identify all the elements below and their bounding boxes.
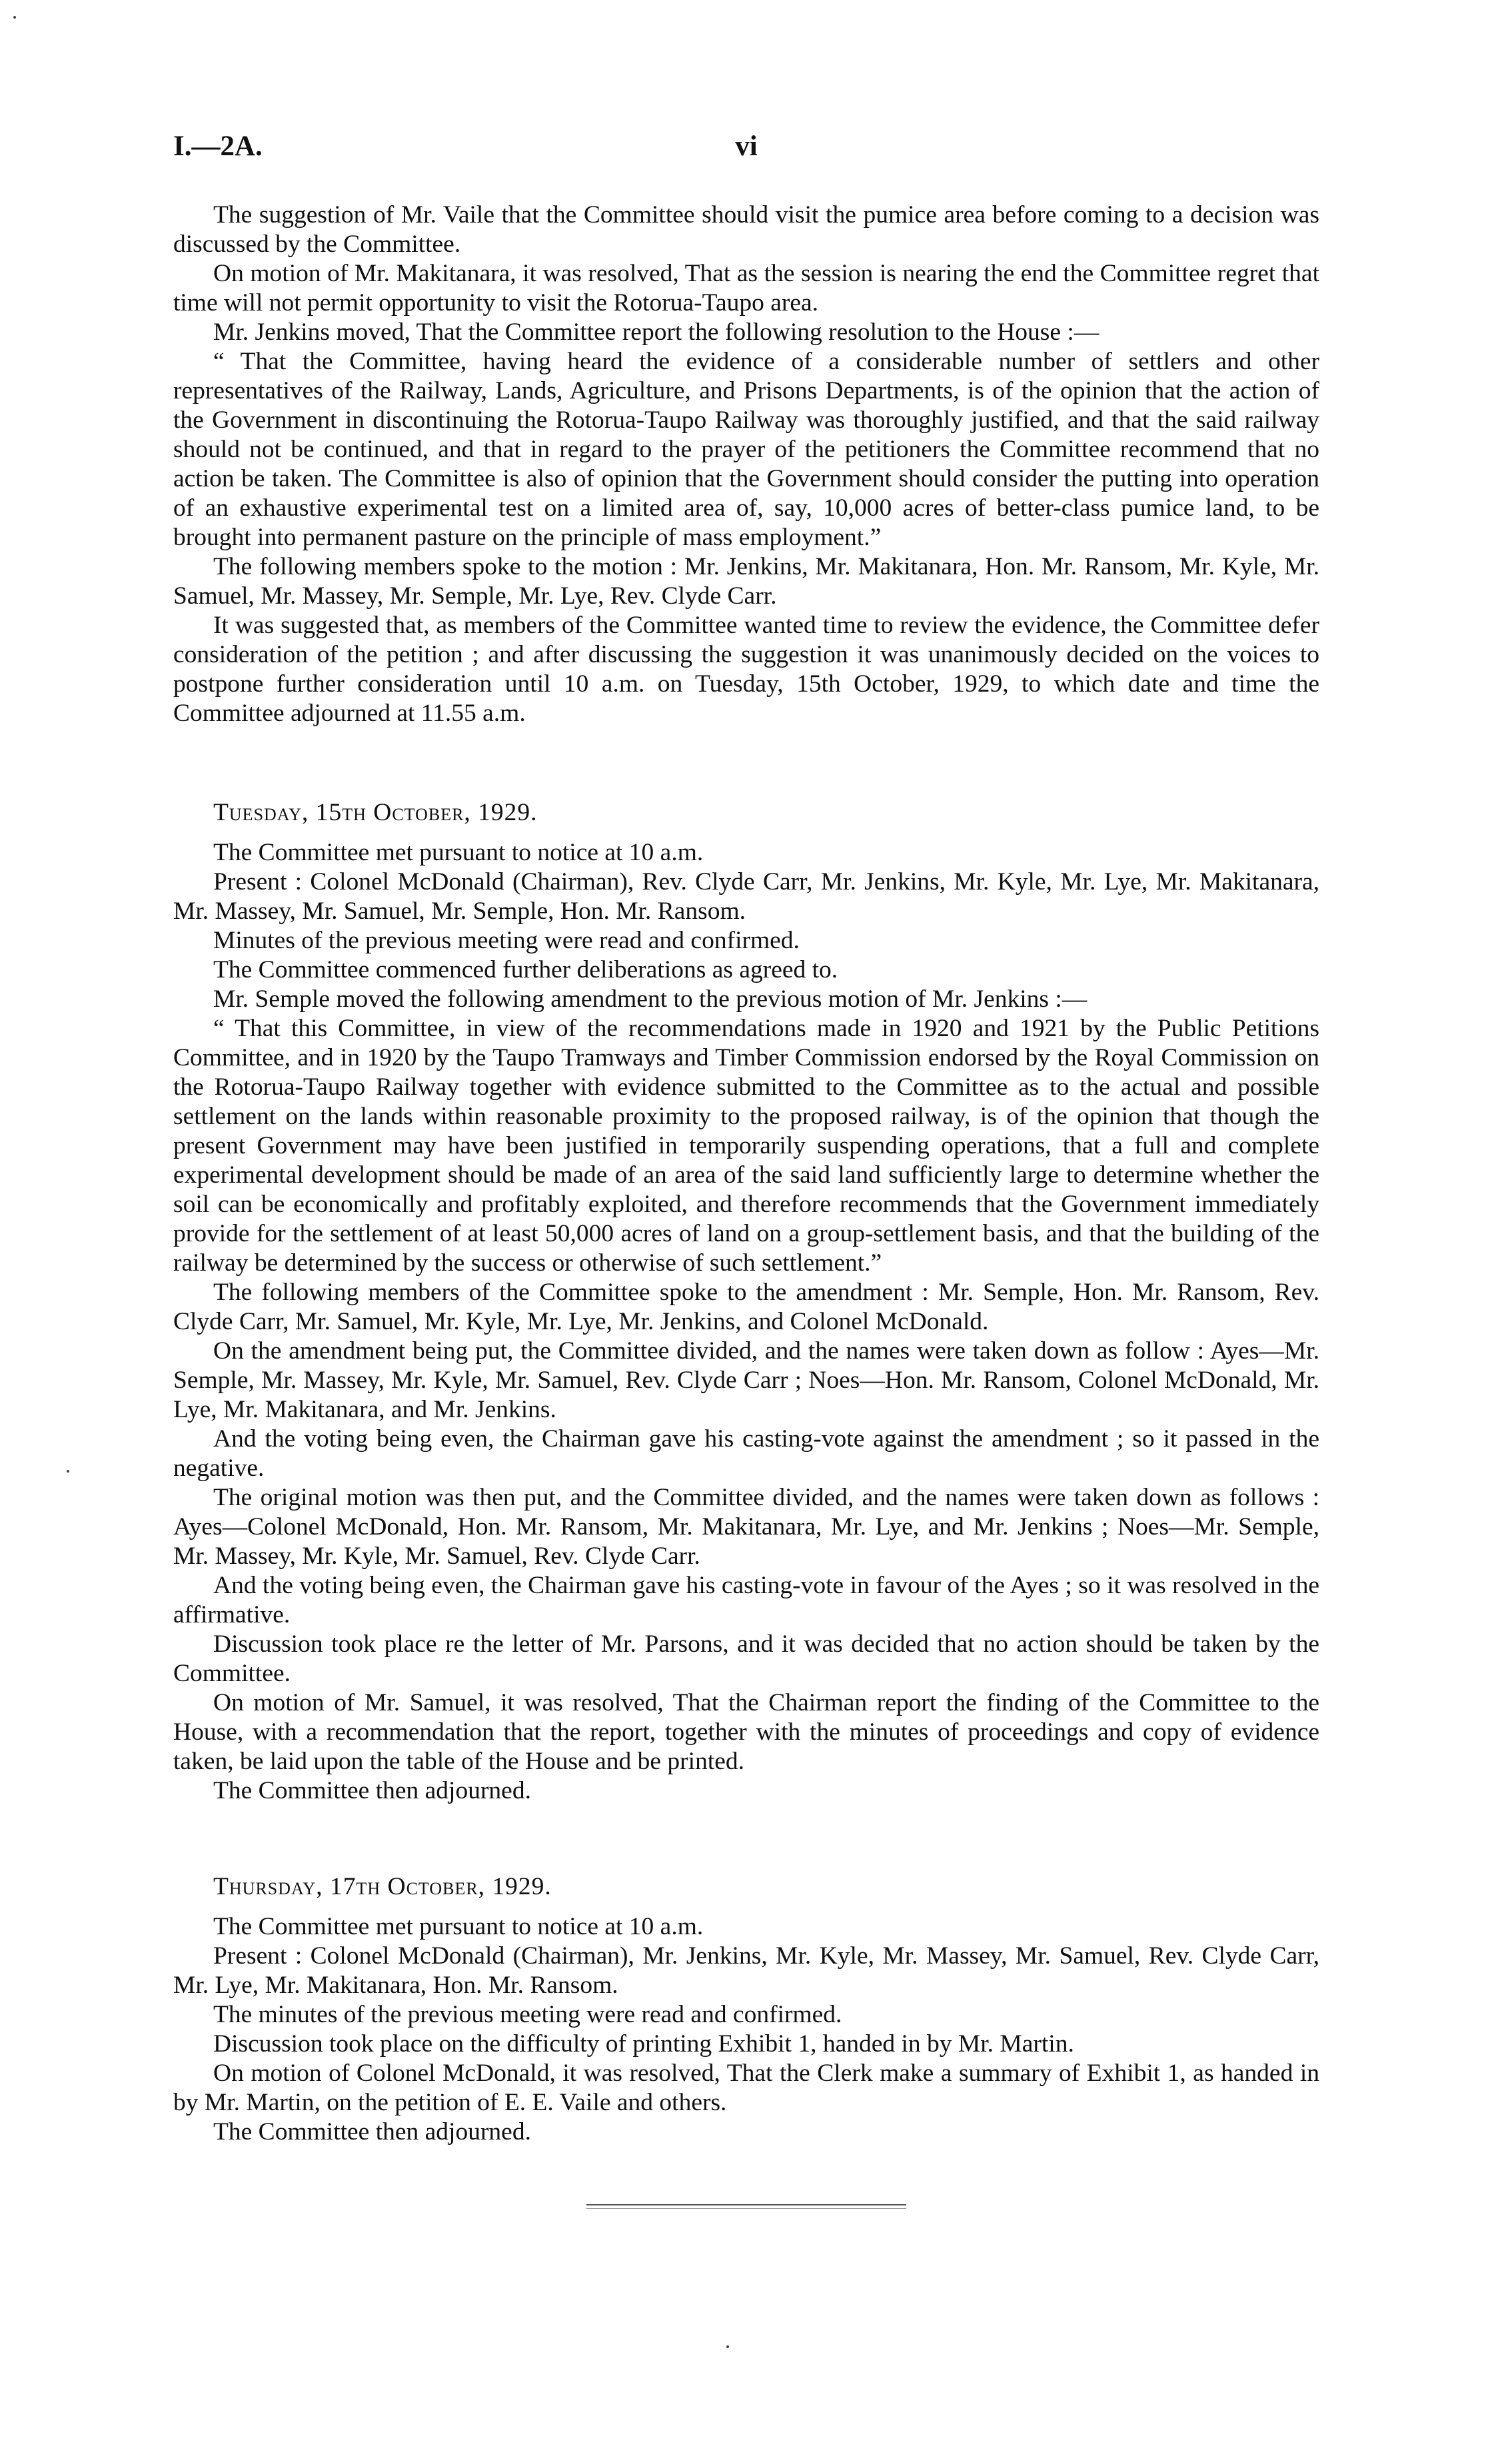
paragraph: On the amendment being put, the Committee divided, and the names were taken down as follow : Ayes—Mr. Semple, Mr. Massey, Mr. Kyle, Mr. Samuel, Rev. Clyde Carr ; Noes—Hon. Mr. Ransom, Colonel McDonald, Mr. Lye, Mr. Makitanara, and Mr. Jenkins. <box>173 1337 1319 1423</box>
paragraph: On motion of Mr. Makitanara, it was resolved, That as the session is nearing the end the Committee regret that time will not permit opportunity to visit the Rotorua-Taupo area. <box>173 260 1319 316</box>
paragraph: The minutes of the previous meeting were read and confirmed. <box>213 2001 842 2028</box>
meeting-thursday <box>173 1872 1319 2147</box>
page-header <box>173 130 1319 177</box>
scan-speck <box>13 16 16 19</box>
scan-speck <box>726 2345 729 2348</box>
section-heading: Thursday, 17th October, 1929. <box>213 1873 552 1900</box>
paragraph: Minutes of the previous meeting were read and confirmed. <box>213 927 800 954</box>
quoted-resolution: “ That the Committee, having heard the evidence of a considerable number of settlers and other representatives of the Railway, Lands, Agriculture, and Prisons Departments, is of the opinion that the action of the Government in discontinuing the Rotorua-Taupo Railway was thoroughly justified, and that the said railway should not be continued, and that in regard to the prayer of the petitioners the Committee recommend that no action be taken. The Committee is also of opinion that the Government should consider the putting into operation of an exhaustive experimental test on a limited area of, say, 10,000 acres of better-class pumice land, to be brought into permanent pasture on the principle of mass employment.” <box>173 348 1319 551</box>
document-reference: I.—2A. <box>173 131 263 162</box>
paragraph: The Committee met pursuant to notice at 10 a.m. <box>213 839 704 866</box>
document-page <box>173 130 1319 2209</box>
paragraph: On motion of Colonel McDonald, it was resolved, That the Clerk make a summary of Exhibit 1, as handed in by Mr. Martin, on the petition of E. E. Vaile and others. <box>173 2060 1319 2116</box>
paragraph: The Committee then adjourned. <box>213 2118 531 2146</box>
paragraph: The suggestion of Mr. Vaile that the Committee should visit the pumice area before coming to a decision was discussed by the Committee. <box>173 201 1319 258</box>
paragraph: And the voting being even, the Chairman gave his casting-vote against the amendment ; so it passed in the negative. <box>173 1425 1319 1482</box>
paragraph: Discussion took place re the letter of Mr. Parsons, and it was decided that no action should be taken by the Committee. <box>173 1630 1319 1687</box>
scan-speck <box>67 1470 69 1473</box>
paragraph: Mr. Semple moved the following amendment to the previous motion of Mr. Jenkins :— <box>213 985 1088 1013</box>
paragraph: The Committee commenced further deliberations as agreed to. <box>213 956 838 983</box>
paragraph: Present : Colonel McDonald (Chairman), Rev. Clyde Carr, Mr. Jenkins, Mr. Kyle, Mr. Lye, Mr. Makitanara, Mr. Massey, Mr. Samuel, Mr. Semple, Hon. Mr. Ransom. <box>173 868 1319 925</box>
paragraph: The Committee met pursuant to notice at 10 a.m. <box>213 1913 704 1940</box>
meeting-tuesday <box>173 798 1319 1806</box>
page-number: vi <box>735 131 758 162</box>
paragraph: And the voting being even, the Chairman gave his casting-vote in favour of the Ayes ; so it was resolved in the affirmative. <box>173 1572 1319 1628</box>
paragraph: The Committee then adjourned. <box>213 1777 531 1804</box>
paragraph: Present : Colonel McDonald (Chairman), Mr. Jenkins, Mr. Kyle, Mr. Massey, Mr. Samuel, Rev. Clyde Carr, Mr. Lye, Mr. Makitanara, Hon. Mr. Ransom. <box>173 1942 1319 1999</box>
paragraph: It was suggested that, as members of the Committee wanted time to review the evidence, the Committee defer consideration of the petition ; and after discussing the suggestion it was unanimously decided on the voices to postpone further consideration until 10 a.m. on Tuesday, 15th October, 1929, to which date and time the Committee adjourned at 11.55 a.m. <box>173 612 1319 727</box>
paragraph: Discussion took place on the difficulty of printing Exhibit 1, handed in by Mr. Martin. <box>213 2030 1074 2058</box>
minutes-continuation <box>173 201 1319 728</box>
paragraph: Mr. Jenkins moved, That the Committee report the following resolution to the House :— <box>213 318 1100 346</box>
paragraph: The following members spoke to the motion : Mr. Jenkins, Mr. Makitanara, Hon. Mr. Ransom, Mr. Kyle, Mr. Samuel, Mr. Massey, Mr. Semple, Mr. Lye, Rev. Clyde Carr. <box>173 553 1319 610</box>
quoted-amendment: “ That this Committee, in view of the recommendations made in 1920 and 1921 by the Public Petitions Committee, and in 1920 by the Taupo Tramways and Timber Commission endorsed by the Royal Commission on the Rotorua-Taupo Railway together with evidence submitted to the Committee as to the actual and possible settlement on the lands within reasonable proximity to the proposed railway, is of the opinion that though the present Government may have been justified in temporarily suspending operations, that a full and complete experimental development should be made of an area of the said land sufficiently large to determine whether the soil can be economically and profitably exploited, and therefore recommends that the Government immediately provide for the settlement of at least 50,000 acres of land on a group-settlement basis, and that the building of the railway be determined by the success or otherwise of such settlement.” <box>173 1015 1319 1277</box>
paragraph: The following members of the Committee spoke to the amendment : Mr. Semple, Hon. Mr. Ransom, Rev. Clyde Carr, Mr. Samuel, Mr. Kyle, Mr. Lye, Mr. Jenkins, and Colonel McDonald. <box>173 1279 1319 1335</box>
paragraph: The original motion was then put, and the Committee divided, and the names were taken down as follows : Ayes—Colonel McDonald, Hon. Mr. Ransom, Mr. Makitanara, Mr. Lye, and Mr. Jenkins ; Noes—Mr. Semple, Mr. Massey, Mr. Kyle, Mr. Samuel, Rev. Clyde Carr. <box>173 1484 1319 1570</box>
closing-rule <box>586 2204 906 2209</box>
section-heading: Tuesday, 15th October, 1929. <box>213 799 538 826</box>
paragraph: On motion of Mr. Samuel, it was resolved, That the Chairman report the finding of the Committee to the House, with a recommendation that the report, together with the minutes of proceedings and copy of evidence taken, be laid upon the table of the House and be printed. <box>173 1689 1319 1775</box>
closing-rule-wrap <box>173 2204 1319 2209</box>
